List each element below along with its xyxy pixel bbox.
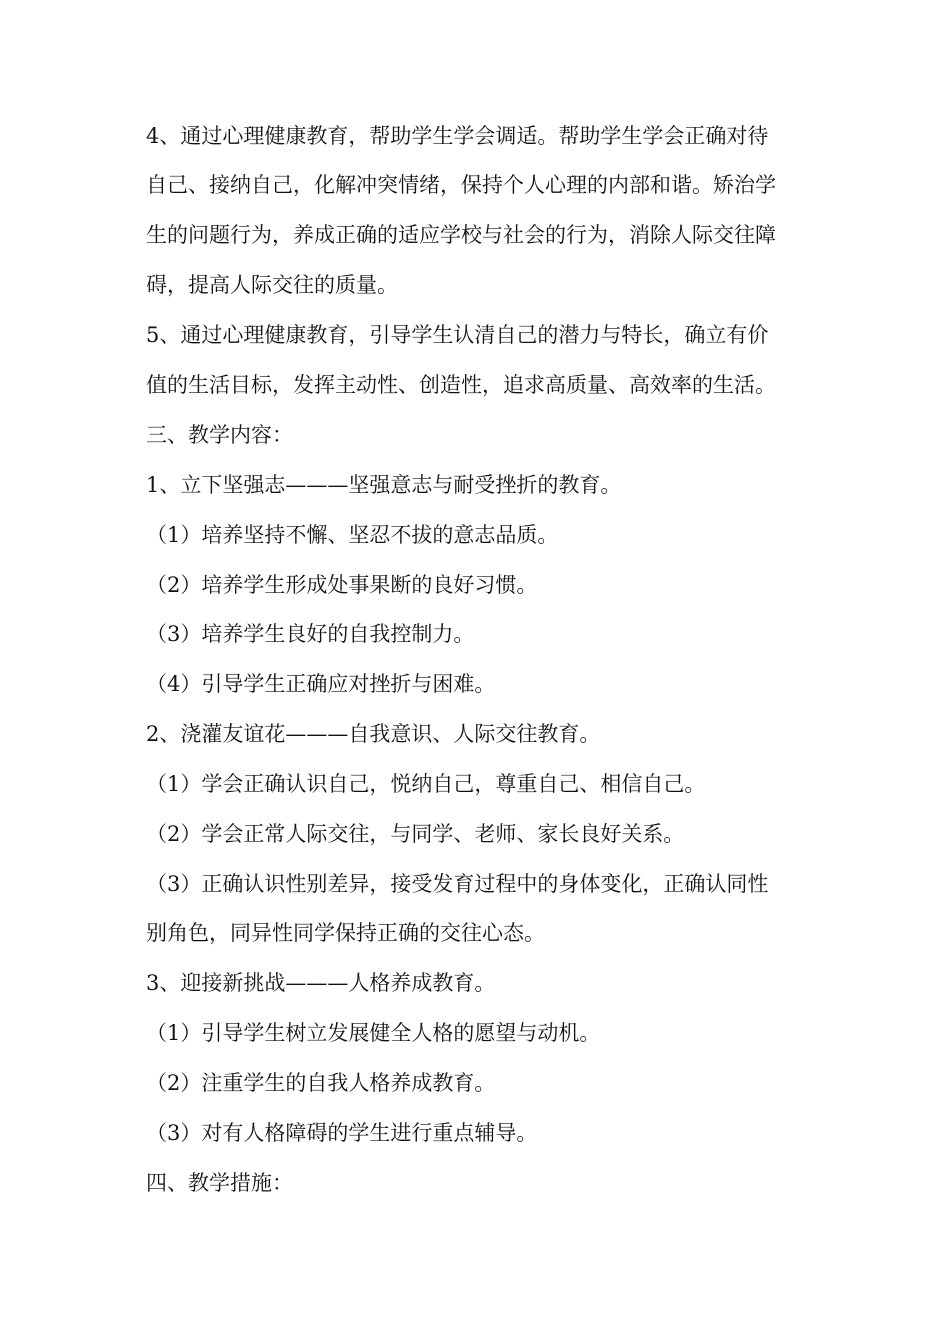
topic-2-item-3-line-2: 别角色，同异性同学保持正确的交往心态。 xyxy=(146,921,545,945)
paragraph-4-line-2: 自己、接纳自己，化解冲突情绪，保持个人心理的内部和谐。矫治学 xyxy=(146,173,776,197)
paragraph-4-line-1: 4、通过心理健康教育，帮助学生学会调适。帮助学生学会正确对待 xyxy=(146,124,769,148)
topic-1-heading: 1、立下坚强志———坚强意志与耐受挫折的教育。 xyxy=(146,473,622,497)
topic-2-item-3-line-1: （3）正确认识性别差异，接受发育过程中的身体变化，正确认同性 xyxy=(146,872,769,896)
topic-3-item-2: （2）注重学生的自我人格养成教育。 xyxy=(146,1071,496,1095)
paragraph-4-line-3: 生的问题行为，养成正确的适应学校与社会的行为，消除人际交往障 xyxy=(146,223,776,247)
topic-3-heading: 3、迎接新挑战———人格养成教育。 xyxy=(146,971,496,995)
paragraph-5-line-2: 值的生活目标，发挥主动性、创造性，追求高质量、高效率的生活。 xyxy=(146,373,776,397)
topic-2-item-1: （1）学会正确认识自己，悦纳自己，尊重自己、相信自己。 xyxy=(146,772,706,796)
topic-3-item-1: （1）引导学生树立发展健全人格的愿望与动机。 xyxy=(146,1021,601,1045)
topic-1-item-3: （3）培养学生良好的自我控制力。 xyxy=(146,622,475,646)
topic-2-heading: 2、浇灌友谊花———自我意识、人际交往教育。 xyxy=(146,722,601,746)
topic-3-item-3: （3）对有人格障碍的学生进行重点辅导。 xyxy=(146,1121,538,1145)
topic-1-item-4: （4）引导学生正确应对挫折与困难。 xyxy=(146,672,496,696)
topic-1-item-2: （2）培养学生形成处事果断的良好习惯。 xyxy=(146,573,538,597)
topic-1-item-1: （1）培养坚持不懈、坚忍不拔的意志品质。 xyxy=(146,523,559,547)
section-heading-3: 三、教学内容： xyxy=(146,423,293,447)
topic-2-item-2: （2）学会正常人际交往，与同学、老师、家长良好关系。 xyxy=(146,822,685,846)
paragraph-5-line-1: 5、通过心理健康教育，引导学生认清自己的潜力与特长，确立有价 xyxy=(146,323,769,347)
section-heading-4: 四、教学措施： xyxy=(146,1171,293,1195)
paragraph-4-line-4: 碍，提高人际交往的质量。 xyxy=(146,273,398,297)
